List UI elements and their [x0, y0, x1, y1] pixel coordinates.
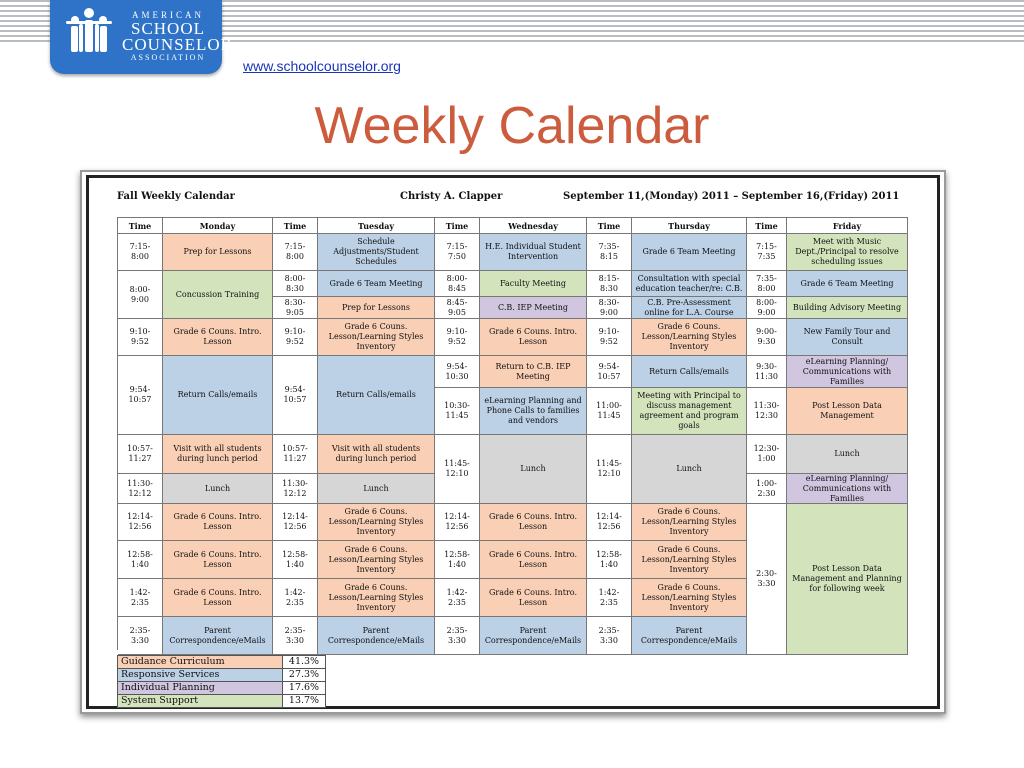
calendar-heading: Fall Weekly Calendar: [117, 191, 235, 202]
column-header: Thursday: [632, 218, 747, 234]
activity-cell: Grade 6 Couns. Intro. Lesson: [480, 504, 587, 541]
time-slot-cell: 7:35- 8:00: [747, 271, 787, 297]
activity-cell: Grade 6 Couns. Lesson/Learning Styles Inventory: [632, 504, 747, 541]
logo-wordmark: [122, 10, 234, 63]
legend-value: 41.3%: [283, 656, 326, 669]
time-slot-cell: 12:58- 1:40: [587, 541, 632, 579]
time-slot-cell: 7:15- 7:50: [435, 234, 480, 271]
column-header: Monday: [163, 218, 273, 234]
time-slot-cell: 7:15- 8:00: [273, 234, 318, 271]
weekly-calendar-table: [117, 217, 908, 650]
column-header: Time: [747, 218, 787, 234]
activity-cell: Return Calls/emails: [632, 356, 747, 388]
activity-cell: Grade 6 Team Meeting: [787, 271, 908, 297]
activity-cell: Grade 6 Couns. Lesson/Learning Styles Inventory: [632, 319, 747, 356]
time-slot-cell: 1:42- 2:35: [273, 579, 318, 617]
activity-cell: Parent Correspondence/eMails: [318, 617, 435, 655]
activity-cell: Grade 6 Couns. Lesson/Learning Styles Inventory: [318, 541, 435, 579]
time-slot-cell: 11:30- 12:30: [747, 388, 787, 435]
activity-cell: Grade 6 Couns. Intro. Lesson: [163, 504, 273, 541]
calendar-image-frame: [80, 170, 946, 714]
time-slot-cell: 1:42- 2:35: [118, 579, 163, 617]
activity-cell: Grade 6 Couns. Lesson/Learning Styles Inventory: [632, 579, 747, 617]
time-slot-cell: 12:14- 12:56: [273, 504, 318, 541]
activity-cell: Grade 6 Team Meeting: [318, 271, 435, 297]
time-slot-cell: 2:35- 3:30: [273, 617, 318, 655]
column-header: Time: [435, 218, 480, 234]
activity-cell: Building Advisory Meeting: [787, 297, 908, 319]
time-slot-cell: 9:10- 9:52: [435, 319, 480, 356]
time-slot-cell: 9:00- 9:30: [747, 319, 787, 356]
activity-cell: Return Calls/emails: [163, 356, 273, 435]
activity-cell: Grade 6 Couns. Lesson/Learning Styles Inventory: [318, 319, 435, 356]
time-slot-cell: 9:54- 10:57: [587, 356, 632, 388]
activity-cell: eLearning Planning/ Communications with Families: [787, 474, 908, 504]
time-slot-cell: 8:30- 9:00: [587, 297, 632, 319]
column-header: Friday: [787, 218, 908, 234]
time-slot-cell: 1:00- 2:30: [747, 474, 787, 504]
activity-cell: Post Lesson Data Management and Planning for following week: [787, 504, 908, 655]
time-slot-cell: 7:35- 8:15: [587, 234, 632, 271]
activity-cell: H.E. Individual Student Intervention: [480, 234, 587, 271]
activity-cell: Grade 6 Couns. Lesson/Learning Styles Inventory: [318, 504, 435, 541]
time-slot-cell: 9:30- 11:30: [747, 356, 787, 388]
activity-cell: C.B. Pre-Assessment online for L.A. Course: [632, 297, 747, 319]
legend-value: 17.6%: [283, 682, 326, 695]
activity-cell: Return Calls/emails: [318, 356, 435, 435]
logo-line-2: SCHOOL: [130, 19, 205, 38]
time-slot-cell: 1:42- 2:35: [587, 579, 632, 617]
calendar-date-range: September 11,(Monday) 2011 – September 16,(Friday) 2011: [563, 191, 900, 202]
column-header: Time: [118, 218, 163, 234]
activity-cell: Visit with all students during lunch period: [318, 435, 435, 474]
time-slot-cell: 8:00- 8:30: [273, 271, 318, 297]
activity-cell: Prep for Lessons: [163, 234, 273, 271]
time-slot-cell: 8:45- 9:05: [435, 297, 480, 319]
time-slot-cell: 8:00- 8:45: [435, 271, 480, 297]
legend-value: 27.3%: [283, 669, 326, 682]
website-link[interactable]: www.schoolcounselor.org: [243, 58, 401, 74]
time-slot-cell: 9:54- 10:57: [118, 356, 163, 435]
activity-cell: New Family Tour and Consult: [787, 319, 908, 356]
activity-cell: Meeting with Principal to discuss management agreement and program goals: [632, 388, 747, 435]
time-slot-cell: 7:15- 7:35: [747, 234, 787, 271]
time-slot-cell: 8:30- 9:05: [273, 297, 318, 319]
time-slot-cell: 11:45- 12:10: [435, 435, 480, 504]
activity-cell: eLearning Planning/ Communications with Families: [787, 356, 908, 388]
activity-cell: Grade 6 Couns. Intro. Lesson: [480, 541, 587, 579]
legend-label: Guidance Curriculum: [118, 656, 283, 669]
activity-cell: Lunch: [480, 435, 587, 504]
column-header: Wednesday: [480, 218, 587, 234]
activity-cell: Post Lesson Data Management: [787, 388, 908, 435]
activity-cell: Grade 6 Couns. Lesson/Learning Styles Inventory: [318, 579, 435, 617]
activity-cell: Parent Correspondence/eMails: [480, 617, 587, 655]
activity-cell: Lunch: [318, 474, 435, 504]
activity-cell: eLearning Planning and Phone Calls to families and vendors: [480, 388, 587, 435]
asca-logo[interactable]: [50, 0, 234, 74]
activity-cell: Grade 6 Couns. Intro. Lesson: [163, 541, 273, 579]
time-slot-cell: 12:58- 1:40: [273, 541, 318, 579]
column-header: Tuesday: [318, 218, 435, 234]
legend-label: Responsive Services: [118, 669, 283, 682]
time-slot-cell: 10:30- 11:45: [435, 388, 480, 435]
time-slot-cell: 2:35- 3:30: [587, 617, 632, 655]
time-slot-cell: 12:14- 12:56: [118, 504, 163, 541]
time-slot-cell: 9:10- 9:52: [118, 319, 163, 356]
logo-line-3: COUNSELOR: [122, 35, 234, 54]
time-slot-cell: 1:42- 2:35: [435, 579, 480, 617]
activity-cell: Grade 6 Team Meeting: [632, 234, 747, 271]
activity-cell: Parent Correspondence/eMails: [632, 617, 747, 655]
time-slot-cell: 2:35- 3:30: [435, 617, 480, 655]
activity-cell: Lunch: [787, 435, 908, 474]
activity-cell: Grade 6 Couns. Intro. Lesson: [163, 579, 273, 617]
time-slot-cell: 2:35- 3:30: [118, 617, 163, 655]
time-slot-cell: 11:30- 12:12: [273, 474, 318, 504]
time-slot-cell: 12:14- 12:56: [587, 504, 632, 541]
time-slot-cell: 8:00- 9:00: [747, 297, 787, 319]
slide-title: Weekly Calendar: [314, 97, 710, 155]
legend-label: Individual Planning: [118, 682, 283, 695]
activity-cell: Parent Correspondence/eMails: [163, 617, 273, 655]
activity-cell: Visit with all students during lunch period: [163, 435, 273, 474]
column-header: Time: [273, 218, 318, 234]
time-slot-cell: 2:30- 3:30: [747, 504, 787, 655]
time-slot-cell: 9:10- 9:52: [587, 319, 632, 356]
activity-cell: Grade 6 Couns. Intro. Lesson: [163, 319, 273, 356]
activity-cell: Faculty Meeting: [480, 271, 587, 297]
time-slot-cell: 7:15- 8:00: [118, 234, 163, 271]
activity-cell: C.B. IEP Meeting: [480, 297, 587, 319]
logo-line-1: AMERICAN: [131, 10, 204, 20]
activity-cell: Grade 6 Couns. Intro. Lesson: [480, 319, 587, 356]
activity-cell: Schedule Adjustments/Student Schedules: [318, 234, 435, 271]
time-slot-cell: 11:30- 12:12: [118, 474, 163, 504]
time-slot-cell: 10:57- 11:27: [118, 435, 163, 474]
activity-cell: Return to C.B. IEP Meeting: [480, 356, 587, 388]
legend-label: System Support: [118, 695, 283, 708]
activity-cell: Meet with Music Dept./Principal to resolve scheduling issues: [787, 234, 908, 271]
activity-cell: Consultation with special education teacher/re: C.B.: [632, 271, 747, 297]
activity-cell: Concussion Training: [163, 271, 273, 319]
time-slot-cell: 8:15- 8:30: [587, 271, 632, 297]
activity-cell: Lunch: [163, 474, 273, 504]
counselor-name: Christy A. Clapper: [400, 191, 503, 202]
time-slot-cell: 11:00- 11:45: [587, 388, 632, 435]
column-header: Time: [587, 218, 632, 234]
time-slot-cell: 12:58- 1:40: [435, 541, 480, 579]
logo-line-4: ASSOCIATION: [130, 53, 206, 62]
time-slot-cell: 9:54- 10:57: [273, 356, 318, 435]
calendar-document: [86, 175, 940, 709]
time-slot-cell: 12:30- 1:00: [747, 435, 787, 474]
time-slot-cell: 8:00- 9:00: [118, 271, 163, 319]
people-icon: [64, 6, 114, 62]
activity-cell: Grade 6 Couns. Lesson/Learning Styles Inventory: [632, 541, 747, 579]
activity-cell: Grade 6 Couns. Intro. Lesson: [480, 579, 587, 617]
activity-cell: Lunch: [632, 435, 747, 504]
time-slot-cell: 12:58- 1:40: [118, 541, 163, 579]
time-slot-cell: 9:54- 10:30: [435, 356, 480, 388]
time-slot-cell: 12:14- 12:56: [435, 504, 480, 541]
time-slot-cell: 10:57- 11:27: [273, 435, 318, 474]
activity-cell: Prep for Lessons: [318, 297, 435, 319]
time-slot-cell: 11:45- 12:10: [587, 435, 632, 504]
category-legend: [117, 655, 326, 708]
legend-value: 13.7%: [283, 695, 326, 708]
time-slot-cell: 9:10- 9:52: [273, 319, 318, 356]
